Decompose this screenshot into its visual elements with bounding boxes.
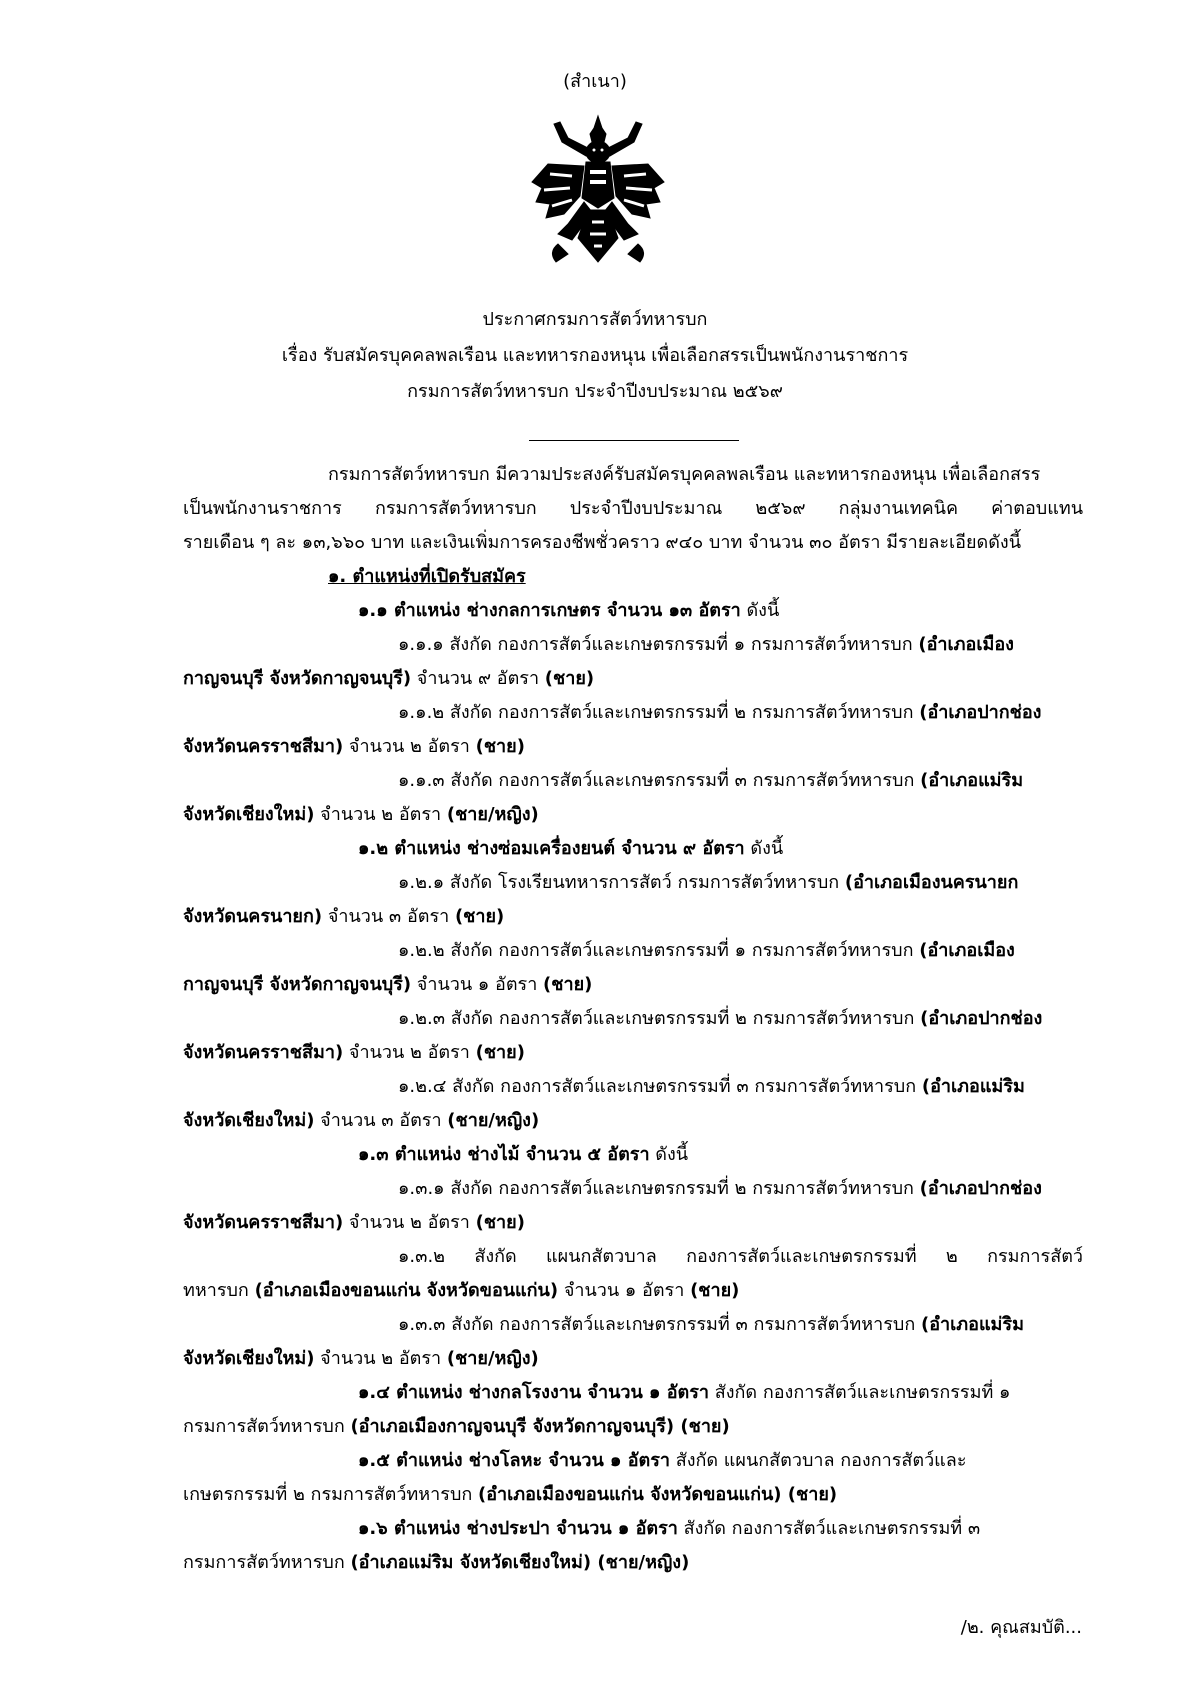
section-1-title	[183, 560, 1083, 594]
heading-divider	[529, 440, 739, 441]
unit-1-2-2-location-cont: กาญจนบุรี จังหวัดกาญจนบุรี)	[183, 974, 412, 995]
unit-1-3-2-text: ๑.๓.๒ สังกัด แผนกสัตวบาล กองการสัตว์และเกษตรกรรมที่ ๒ กรมการสัตว์	[398, 1246, 1083, 1267]
unit-1-2-3-cont	[183, 1036, 1083, 1070]
position-1-4-text: กรมการสัตว์ทหารบก	[183, 1416, 351, 1437]
position-1-6-text: กรมการสัตว์ทหารบก	[183, 1552, 351, 1573]
unit-1-2-4-location: (อำเภอแม่ริม	[921, 1076, 1025, 1097]
unit-1-1-3-location-cont: จังหวัดเชียงใหม่)	[183, 804, 315, 825]
unit-1-1-3-text: ๑.๑.๓ สังกัด กองการสัตว์และเกษตรกรรมที่ ๓ กรมการสัตว์ทหารบก	[398, 770, 921, 791]
position-1-4-tail: สังกัด กองการสัตว์และเกษตรกรรมที่ ๑	[709, 1382, 1011, 1403]
position-1-5-cont	[183, 1478, 1083, 1512]
unit-1-2-4-cont	[183, 1104, 1083, 1138]
unit-1-1-2-gender: (ชาย)	[475, 736, 525, 757]
unit-1-3-3-gender: (ชาย/หญิง)	[446, 1348, 539, 1369]
unit-1-2-4-gender: (ชาย/หญิง)	[447, 1110, 540, 1131]
unit-1-2-2-text: ๑.๒.๒ สังกัด กองการสัตว์และเกษตรกรรมที่ ๑ กรมการสัตว์ทหารบก	[398, 940, 920, 961]
unit-1-2-3-count: จำนวน ๒ อัตรา	[343, 1042, 476, 1063]
position-1-4-location: (อำเภอเมืองกาญจนบุรี จังหวัดกาญจนบุรี) (ชาย)	[350, 1416, 730, 1437]
unit-1-3-1-location: (อำเภอปากช่อง	[919, 1178, 1042, 1199]
unit-1-1-1-location: (อำเภอเมือง	[918, 634, 1014, 655]
intro-line-2: เป็นพนักงานราชการ กรมการสัตว์ทหารบก ประจำปีงบประมาณ ๒๕๖๙ กลุ่มงานเทคนิค ค่าตอบแทน	[183, 498, 1083, 519]
position-1-3-title: ๑.๓ ตำแหน่ง ช่างไม้ จำนวน ๕ อัตรา	[358, 1144, 650, 1165]
position-1-6-cont	[183, 1546, 1083, 1580]
unit-1-2-3-location: (อำเภอปากช่อง	[920, 1008, 1043, 1029]
position-1-2-tail: ดังนี้	[744, 838, 784, 859]
unit-1-1-1-count: จำนวน ๙ อัตรา	[411, 668, 545, 689]
unit-1-3-1-text: ๑.๓.๑ สังกัด กองการสัตว์และเกษตรกรรมที่ ๒ กรมการสัตว์ทหารบก	[398, 1178, 920, 1199]
position-1-1	[183, 594, 1083, 628]
unit-1-1-2-location-cont: จังหวัดนครราชสีมา)	[183, 736, 344, 757]
position-1-5-text: เกษตรกรรมที่ ๒ กรมการสัตว์ทหารบก	[183, 1484, 478, 1505]
unit-1-2-4-count: จำนวน ๓ อัตรา	[314, 1110, 448, 1131]
position-1-6-tail: สังกัด กองการสัตว์และเกษตรกรรมที่ ๓	[677, 1518, 981, 1539]
unit-1-1-2-count: จำนวน ๒ อัตรา	[343, 736, 476, 757]
unit-1-2-2-count: จำนวน ๑ อัตรา	[411, 974, 544, 995]
position-1-4	[183, 1376, 1083, 1410]
heading-line-2: เรื่อง รับสมัครบุคคลพลเรือน และทหารกองหนุน เพื่อเลือกสรรเป็นพนักงานราชการ	[281, 345, 909, 366]
unit-1-3-1	[183, 1172, 1083, 1206]
unit-1-2-4	[183, 1070, 1083, 1104]
unit-1-3-2-location: (อำเภอเมืองขอนแก่น จังหวัดขอนแก่น)	[254, 1280, 559, 1301]
unit-1-2-3-gender: (ชาย)	[475, 1042, 525, 1063]
unit-1-3-2-text-cont: ทหารบก	[183, 1280, 255, 1301]
position-1-5	[183, 1444, 1083, 1478]
unit-1-1-1-location-cont: กาญจนบุรี จังหวัดกาญจนบุรี)	[183, 668, 412, 689]
unit-1-3-3-text: ๑.๓.๓ สังกัด กองการสัตว์และเกษตรกรรมที่ ๓ กรมการสัตว์ทหารบก	[398, 1314, 921, 1335]
intro-line-3: รายเดือน ๆ ละ ๑๓,๖๖๐ บาท และเงินเพิ่มการครองชีพชั่วคราว ๙๔๐ บาท จำนวน ๓๐ อัตรา มีรายละเอียดดังนี้	[183, 532, 1022, 553]
position-1-3	[183, 1138, 1083, 1172]
unit-1-1-2-text: ๑.๑.๒ สังกัด กองการสัตว์และเกษตรกรรมที่ ๒ กรมการสัตว์ทหารบก	[398, 702, 920, 723]
unit-1-2-1-count: จำนวน ๓ อัตรา	[322, 906, 455, 927]
intro-line-1: กรมการสัตว์ทหารบก มีความประสงค์รับสมัครบุคคลพลเรือน และทหารกองหนุน เพื่อเลือกสรร	[328, 464, 1041, 485]
copy-mark: (สำเนา)	[563, 71, 627, 92]
unit-1-1-3-count: จำนวน ๒ อัตรา	[314, 804, 447, 825]
next-page-marker: /๒. คุณสมบัติ...	[960, 1617, 1082, 1638]
announcement-heading	[0, 302, 1190, 410]
position-1-5-title: ๑.๕ ตำแหน่ง ช่างโลหะ จำนวน ๑ อัตรา	[358, 1450, 670, 1471]
unit-1-1-3	[183, 764, 1083, 798]
unit-1-2-1-cont	[183, 900, 1083, 934]
position-1-3-tail: ดังนี้	[649, 1144, 689, 1165]
unit-1-1-2	[183, 696, 1083, 730]
heading-line-3: กรมการสัตว์ทหารบก ประจำปีงบประมาณ ๒๕๖๙	[407, 381, 783, 402]
unit-1-3-3	[183, 1308, 1083, 1342]
unit-1-1-1-text: ๑.๑.๑ สังกัด กองการสัตว์และเกษตรกรรมที่ ๑ กรมการสัตว์ทหารบก	[398, 634, 919, 655]
unit-1-2-3	[183, 1002, 1083, 1036]
position-1-4-title: ๑.๔ ตำแหน่ง ช่างกลโรงงาน จำนวน ๑ อัตรา	[358, 1382, 710, 1403]
position-1-1-title: ๑.๑ ตำแหน่ง ช่างกลการเกษตร จำนวน ๑๓ อัตรา	[358, 600, 741, 621]
unit-1-3-3-location-cont: จังหวัดเชียงใหม่)	[183, 1348, 315, 1369]
unit-1-1-3-gender: (ชาย/หญิง)	[446, 804, 539, 825]
unit-1-3-1-count: จำนวน ๒ อัตรา	[343, 1212, 476, 1233]
unit-1-2-3-text: ๑.๒.๓ สังกัด กองการสัตว์และเกษตรกรรมที่ ๒ กรมการสัตว์ทหารบก	[398, 1008, 921, 1029]
unit-1-3-3-count: จำนวน ๒ อัตรา	[314, 1348, 447, 1369]
unit-1-2-3-location-cont: จังหวัดนครราชสีมา)	[183, 1042, 344, 1063]
position-1-5-location: (อำเภอเมืองขอนแก่น จังหวัดขอนแก่น) (ชาย)	[478, 1484, 838, 1505]
unit-1-2-4-location-cont: จังหวัดเชียงใหม่)	[183, 1110, 315, 1131]
unit-1-1-1	[183, 628, 1083, 662]
position-1-6-location: (อำเภอแม่ริม จังหวัดเชียงใหม่) (ชาย/หญิง)	[350, 1552, 690, 1573]
unit-1-3-1-gender: (ชาย)	[475, 1212, 525, 1233]
position-1-1-tail: ดังนี้	[740, 600, 780, 621]
position-1-6-title: ๑.๖ ตำแหน่ง ช่างประปา จำนวน ๑ อัตรา	[358, 1518, 678, 1539]
unit-1-2-2-location: (อำเภอเมือง	[919, 940, 1015, 961]
announcement-body	[183, 458, 1083, 1580]
unit-1-3-3-location: (อำเภอแม่ริม	[920, 1314, 1024, 1335]
unit-1-3-2	[183, 1240, 1083, 1274]
unit-1-2-2	[183, 934, 1083, 968]
position-1-6	[183, 1512, 1083, 1546]
unit-1-3-1-location-cont: จังหวัดนครราชสีมา)	[183, 1212, 344, 1233]
garuda-emblem	[528, 112, 668, 272]
unit-1-2-1-text: ๑.๒.๑ สังกัด โรงเรียนทหารการสัตว์ กรมการสัตว์ทหารบก	[398, 872, 845, 893]
unit-1-3-2-count: จำนวน ๑ อัตรา	[558, 1280, 691, 1301]
unit-1-1-2-cont	[183, 730, 1083, 764]
unit-1-1-3-cont	[183, 798, 1083, 832]
unit-1-3-1-cont	[183, 1206, 1083, 1240]
position-1-4-cont	[183, 1410, 1083, 1444]
heading-line-1: ประกาศกรมการสัตว์ทหารบก	[482, 309, 708, 330]
unit-1-3-3-cont	[183, 1342, 1083, 1376]
unit-1-2-4-text: ๑.๒.๔ สังกัด กองการสัตว์และเกษตรกรรมที่ ๓ กรมการสัตว์ทหารบก	[398, 1076, 922, 1097]
unit-1-1-1-gender: (ชาย)	[544, 668, 595, 689]
unit-1-2-2-cont	[183, 968, 1083, 1002]
position-1-2	[183, 832, 1083, 866]
unit-1-1-1-cont	[183, 662, 1083, 696]
unit-1-2-1-location: (อำเภอเมืองนครนายก	[844, 872, 1019, 893]
position-1-5-tail: สังกัด แผนกสัตวบาล กองการสัตว์และ	[670, 1450, 967, 1471]
position-1-2-title: ๑.๒ ตำแหน่ง ช่างซ่อมเครื่องยนต์ จำนวน ๙ อัตรา	[358, 838, 745, 859]
unit-1-3-2-gender: (ชาย)	[690, 1280, 740, 1301]
unit-1-1-3-location: (อำเภอแม่ริม	[920, 770, 1024, 791]
unit-1-2-1-gender: (ชาย)	[454, 906, 505, 927]
unit-1-3-2-cont	[183, 1274, 1083, 1308]
unit-1-1-2-location: (อำเภอปากช่อง	[919, 702, 1042, 723]
unit-1-2-2-gender: (ชาย)	[543, 974, 593, 995]
unit-1-2-1-location-cont: จังหวัดนครนายก)	[183, 906, 323, 927]
unit-1-2-1	[183, 866, 1083, 900]
section-1-title-text: ๑. ตำแหน่งที่เปิดรับสมัคร	[328, 566, 526, 587]
